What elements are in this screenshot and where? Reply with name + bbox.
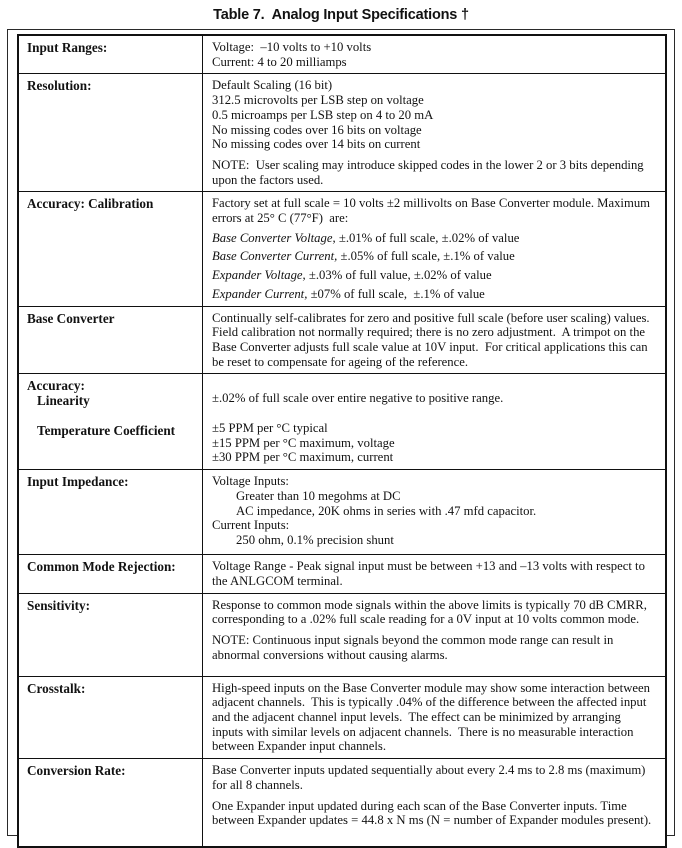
spec-paragraph — [212, 231, 655, 246]
text-segment: ±.02% of full scale over entire negative to positive range. — [212, 391, 504, 406]
spec-paragraph — [212, 799, 655, 828]
text-segment: Continually self-calibrates for zero and positive full scale (before user scaling) values. Field calibration not normally required; there is no zero adjustment. A trimpot on the Base Converter adjusts full scale value at 10V input. For critical applications this can be reset to compensate for ageing of the reference. — [212, 310, 656, 369]
spec-label-line: Crosstalk: — [27, 680, 86, 696]
text-segment: Current Inputs: — [212, 518, 290, 533]
text-segment: ±.03% of full value, ±.02% of value — [305, 268, 492, 283]
spec-label-line: Common Mode Rejection: — [27, 559, 176, 575]
spec-line — [212, 474, 655, 489]
spec-label-cell — [19, 759, 203, 846]
italic-text-segment: Base Converter Current, — [212, 249, 338, 264]
spec-paragraph — [212, 268, 655, 283]
spec-paragraph — [212, 681, 655, 755]
spec-label-line: Accuracy: Calibration — [27, 196, 154, 212]
text-segment: NOTE: Continuous input signals beyond the common mode range can result in abnormal conversions without causing alarms. — [212, 632, 617, 662]
spec-line — [212, 78, 655, 93]
spec-label-cell — [19, 192, 203, 305]
table-title: Table 7. Analog Input Specifications † — [213, 7, 469, 23]
spec-value-cell — [203, 555, 665, 592]
spec-paragraph — [212, 598, 655, 627]
table-row-resolution — [19, 74, 665, 192]
spec-label-cell — [19, 374, 203, 469]
italic-text-segment: Base Converter Voltage, — [212, 230, 336, 245]
spec-table — [17, 34, 667, 848]
spec-paragraph — [212, 158, 655, 187]
italic-text-segment: Expander Voltage, — [212, 268, 306, 283]
spec-value-cell — [203, 759, 665, 846]
spec-line — [212, 489, 655, 504]
spec-label-cell — [19, 74, 203, 191]
spec-paragraph — [212, 763, 655, 792]
text-segment: AC impedance, 20K ohms in series with .47 mfd capacitor. — [236, 503, 537, 518]
spec-value-cell — [203, 594, 665, 676]
spec-value-cell — [203, 74, 665, 191]
text-segment: Voltage Inputs: — [212, 474, 289, 489]
text-segment: Base Converter inputs updated sequentially about every 2.4 ms to 2.8 ms (maximum) for all 8 channels. — [212, 763, 649, 792]
text-segment: 0.5 microamps per LSB step on 4 to 20 mA — [212, 107, 434, 122]
spec-line — [212, 518, 655, 533]
spec-paragraph — [212, 391, 655, 406]
text-segment: Voltage: –10 volts to +10 volts — [212, 40, 372, 54]
spec-value-cell — [203, 677, 665, 759]
text-segment: 250 ohm, 0.1% precision shunt — [236, 532, 394, 547]
spec-paragraph — [212, 421, 655, 465]
spec-label-cell — [19, 677, 203, 759]
spec-line — [212, 123, 655, 138]
spec-paragraph — [212, 249, 655, 264]
text-segment: ±5 PPM per °C typical — [212, 421, 328, 436]
spec-paragraph — [212, 474, 655, 548]
text-segment: NOTE: User scaling may introduce skipped codes in the lower 2 or 3 bits depending upon the factors used. — [212, 157, 647, 187]
spec-paragraph — [212, 633, 655, 662]
spec-label-cell — [19, 307, 203, 374]
spec-label-line: Accuracy: — [27, 378, 85, 394]
spec-line — [212, 421, 655, 436]
text-segment: ±15 PPM per °C maximum, voltage — [212, 435, 395, 450]
table-row-base-converter — [19, 307, 665, 375]
spec-paragraph — [212, 196, 655, 225]
spec-value-cell — [203, 36, 665, 73]
table-row-crosstalk — [19, 677, 665, 760]
table-row-accuracy-linearity-tempco — [19, 374, 665, 470]
text-segment: No missing codes over 14 bits on current — [212, 137, 421, 152]
spec-value-cell — [203, 192, 665, 305]
spec-line — [212, 40, 655, 55]
spec-line — [212, 533, 655, 548]
spec-line — [212, 108, 655, 123]
spec-label-cell — [19, 36, 203, 73]
table-row-accuracy-calibration — [19, 192, 665, 306]
spec-line — [212, 436, 655, 451]
spec-paragraph — [212, 287, 655, 302]
text-segment: ±.01% of full scale, ±.02% of value — [335, 230, 520, 245]
spec-label-cell — [19, 555, 203, 592]
spec-label-line: Temperature Coefficient — [37, 423, 176, 439]
spec-paragraph — [212, 78, 655, 152]
text-segment: One Expander input updated during each scan of the Base Converter inputs. Time between Expander updates = 44.8 x N ms (N = number of Expander modules present). — [212, 798, 652, 828]
text-segment: Voltage Range - Peak signal input must be between +13 and –13 volts with respect to the ANLGCOM terminal. — [212, 559, 649, 588]
text-segment: Factory set at full scale = 10 volts ±2 millivolts on Base Converter module. Maximum errors at 25° C (77°F) are: — [212, 196, 654, 226]
spec-line — [212, 93, 655, 108]
text-segment: ±.05% of full scale, ±.1% of value — [337, 249, 515, 264]
text-segment: Response to common mode signals within the above limits is typically 70 dB CMRR, corresponding to a .02% full scale reading for a 0V input at 10 volts common mode. — [212, 597, 651, 627]
text-segment: High-speed inputs on the Base Converter module may show some interaction between adjacent channels. This is typically .04% of the difference between the affected input and the adjacent channel input levels. The effect can be minimized by arranging inputs with similar levels on adjacent channels. There is no measurable interaction between Expander input channels. — [212, 680, 654, 754]
table-row-common-mode-rejection — [19, 555, 665, 593]
spec-label-line: Sensitivity: — [27, 597, 91, 613]
spec-paragraph — [212, 311, 655, 370]
spec-paragraph — [212, 40, 655, 69]
spec-paragraph — [212, 559, 655, 588]
spec-value-cell — [203, 470, 665, 554]
spec-label-cell — [19, 470, 203, 554]
text-segment: ±30 PPM per °C maximum, current — [212, 450, 394, 465]
table-row-conversion-rate — [19, 759, 665, 846]
spec-label-line: Base Converter — [27, 310, 115, 326]
text-segment: No missing codes over 16 bits on voltage — [212, 122, 422, 137]
text-segment: ±07% of full scale, ±.1% of value — [307, 286, 485, 301]
text-segment: Default Scaling (16 bit) — [212, 78, 333, 93]
spec-label-line: Resolution: — [27, 78, 92, 94]
spec-line — [212, 55, 655, 70]
spec-line — [212, 137, 655, 152]
text-segment: 312.5 microvolts per LSB step on voltage — [212, 93, 424, 108]
spec-label-line: Input Ranges: — [27, 40, 108, 55]
table-row-input-impedance — [19, 470, 665, 555]
text-segment: Current: 4 to 20 milliamps — [212, 54, 347, 69]
spec-value-cell — [203, 374, 665, 469]
table-row-input-ranges — [19, 36, 665, 74]
spec-label-line: Linearity — [37, 393, 90, 409]
spec-line — [212, 450, 655, 465]
spec-label-line: Conversion Rate: — [27, 763, 126, 779]
spec-value-cell — [203, 307, 665, 374]
italic-text-segment: Expander Current, — [212, 286, 308, 301]
spec-label-cell — [19, 594, 203, 676]
table-row-sensitivity — [19, 594, 665, 677]
spec-line — [212, 504, 655, 519]
spec-label-line: Input Impedance: — [27, 474, 129, 490]
text-segment: Greater than 10 megohms at DC — [236, 488, 401, 503]
